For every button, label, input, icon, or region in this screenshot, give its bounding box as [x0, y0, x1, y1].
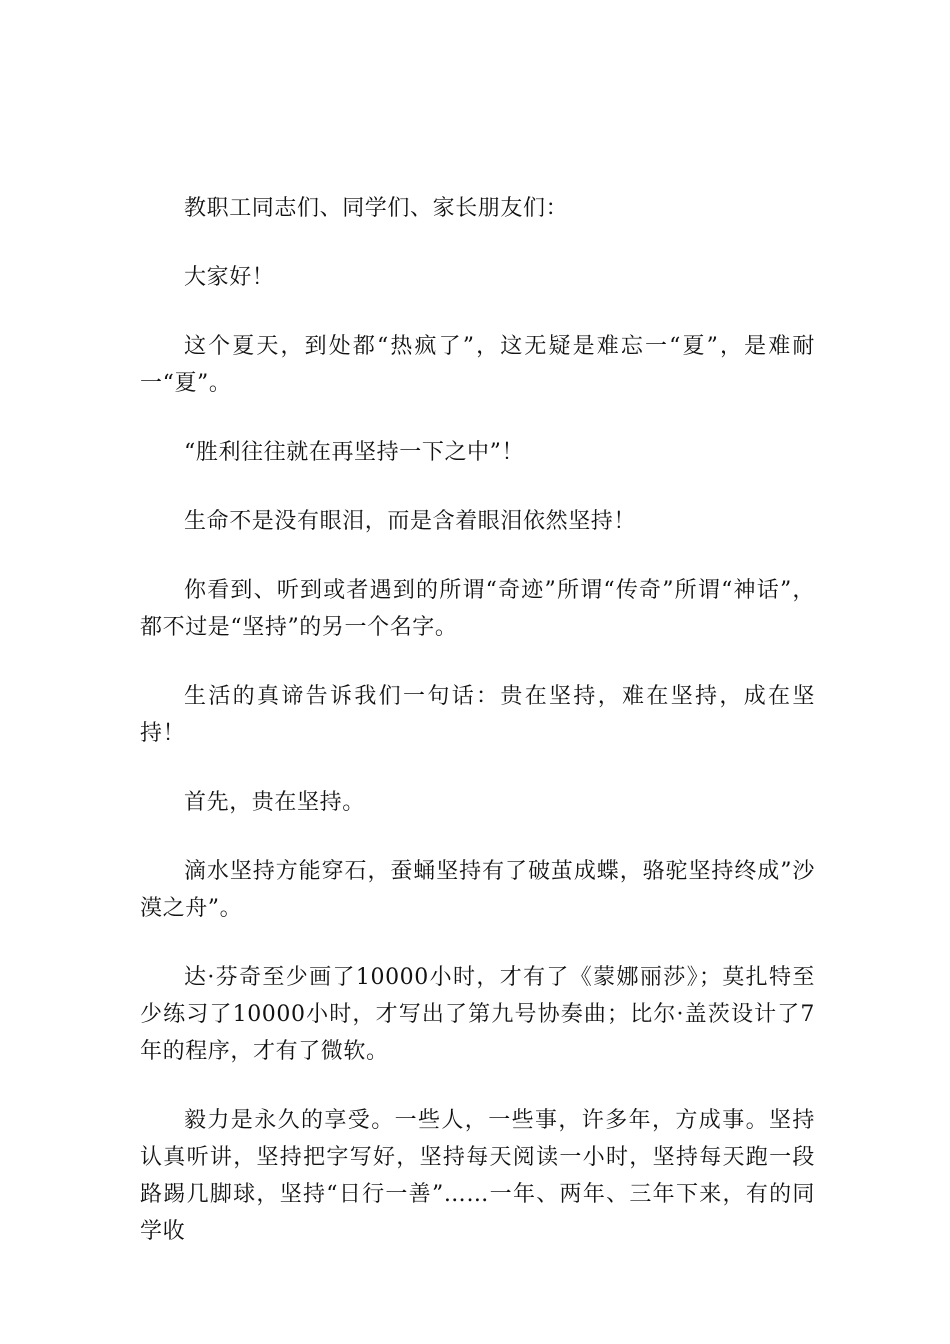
paragraph: 生活的真谛告诉我们一句话：贵在坚持，难在坚持，成在坚持！ [140, 684, 815, 746]
paragraph: 毅力是永久的享受。一些人，一些事，许多年，方成事。坚持认真听讲，坚持把字写好，坚持每天阅读一小时，坚持每天跑一段路踢几脚球，坚持“日行一善”……一年、两年、三年下来，有的同学收 [140, 1108, 815, 1244]
paragraph-salutation: 教职工同志们、同学们、家长朋友们： [184, 196, 569, 221]
paragraph: “胜利往往就在再坚持一下之中”！ [184, 440, 525, 465]
paragraph: 这个夏天，到处都“热疯了”，这无疑是难忘一“夏”，是难耐一“夏”。 [140, 334, 815, 396]
paragraph: 你看到、听到或者遇到的所谓“奇迹”所谓“传奇”所谓“神话”，都不过是“坚持”的另一个名字。 [140, 578, 815, 640]
paragraph: 滴水坚持方能穿石，蚕蛹坚持有了破茧成蝶，骆驼坚持终成”沙漠之舟”。 [140, 859, 815, 921]
paragraph-greeting: 大家好！ [184, 265, 275, 290]
paragraph: 生命不是没有眼泪，而是含着眼泪依然坚持！ [184, 509, 637, 534]
speech-body [140, 190, 815, 1282]
paragraph: 达·芬奇至少画了10000小时，才有了《蒙娜丽莎》；莫扎特至少练习了10000小时，才写出了第九号协奏曲；比尔·盖茨设计了7年的程序，才有了微软。 [140, 965, 815, 1064]
paragraph-heading: 首先，贵在坚持。 [184, 790, 365, 815]
